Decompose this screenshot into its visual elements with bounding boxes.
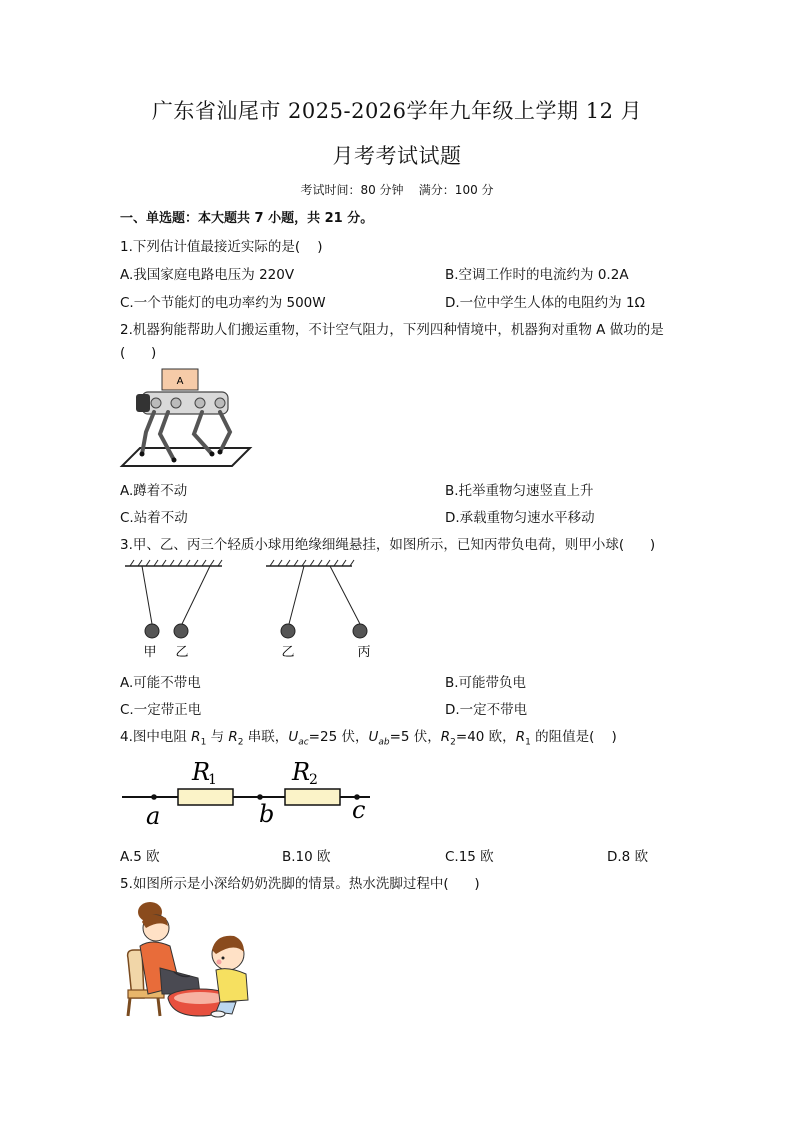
q4-option-b: B.10 欧	[282, 849, 331, 865]
ball-yi-2	[281, 624, 295, 638]
q4-option-a: A.5 欧	[120, 849, 160, 865]
ball-bing	[353, 624, 367, 638]
exam-title-line2: 月考考试试题	[332, 144, 462, 168]
q1-option-d: D.一位中学生人体的电阻约为 1Ω	[445, 295, 645, 311]
node-b	[257, 794, 263, 800]
r1-sub: 1	[208, 772, 217, 788]
resistor-r2	[285, 789, 340, 805]
node-a	[151, 794, 157, 800]
exam-info: 考试时间：80 分钟 满分：100 分	[300, 183, 494, 197]
section-heading: 一、单选题：本大题共 7 小题，共 21 分。	[120, 211, 374, 226]
string-yi	[182, 566, 210, 624]
foot-washing-illustration	[120, 898, 255, 1023]
q3-stem: 3.甲、乙、丙三个轻质小球用绝缘细绳悬挂，如图所示，已知丙带负电荷，则甲小球( )	[120, 537, 656, 553]
label-jia: 甲	[143, 645, 157, 660]
q4-stem: 4.图中电阻 $R_1$ 与 $R_2$ 串联，$U_{ac}=25$ 伏，$U_{ab}=5$ 伏，$R_2=40$ 欧，$R_1$ 的阻值是( )	[120, 729, 617, 748]
robot-dog-body	[136, 392, 230, 463]
label-yi: 乙	[175, 645, 189, 660]
r2-label: R	[292, 758, 311, 786]
label-a: a	[146, 802, 161, 830]
load-box-label: A	[176, 376, 184, 387]
label-yi-2: 乙	[281, 645, 295, 660]
q1-stem: 1.下列估计值最接近实际的是( )	[120, 239, 323, 255]
r1-label: R	[192, 758, 211, 786]
q2-stem-line2: ( )	[120, 345, 157, 361]
q5-stem: 5.如图所示是小深给奶奶洗脚的情景。热水洗脚过程中( )	[120, 876, 480, 892]
q3-option-a: A.可能不带电	[120, 675, 201, 691]
pendulum-figure-right	[262, 560, 371, 660]
q2-option-a: A.蹲着不动	[120, 483, 188, 499]
q4-option-d: D.8 欧	[607, 849, 649, 865]
q3-option-d: D.一定不带电	[445, 702, 528, 718]
q2-option-d: D.承载重物匀速水平移动	[445, 510, 595, 526]
q2-option-b: B.托举重物匀速竖直上升	[445, 483, 594, 499]
q3-option-c: C.一定带正电	[120, 702, 202, 718]
label-b: b	[259, 800, 275, 828]
pendulum-figure-left	[120, 560, 230, 660]
q1-option-b: B.空调工作时的电流约为 0.2A	[445, 267, 629, 283]
resistor-circuit-figure	[120, 752, 380, 832]
q1-option-a: A.我国家庭电路电压为 220V	[120, 267, 295, 283]
resistor-r1	[178, 789, 233, 805]
r2-sub: 2	[309, 772, 318, 788]
string-yi-2	[289, 566, 304, 624]
q1-option-c: C.一个节能灯的电功率约为 500W	[120, 295, 326, 311]
q3-option-b: B.可能带负电	[445, 675, 527, 691]
q4-option-c: C.15 欧	[445, 849, 494, 865]
grandma	[138, 902, 200, 994]
q2-option-c: C.站着不动	[120, 510, 188, 526]
string-bing	[330, 566, 360, 624]
ball-yi	[174, 624, 188, 638]
ball-jia	[145, 624, 159, 638]
label-c: c	[352, 796, 366, 824]
string-jia	[142, 566, 152, 624]
label-bing: 丙	[357, 645, 371, 660]
exam-title-line1: 广东省汕尾市 2025-2026学年九年级上学期 12 月	[151, 99, 643, 123]
q2-stem-line1: 2.机器狗能帮助人们搬运重物，不计空气阻力，下列四种情境中，机器狗对重物 A 做功的是	[120, 322, 664, 338]
robot-dog-figure	[120, 368, 255, 470]
